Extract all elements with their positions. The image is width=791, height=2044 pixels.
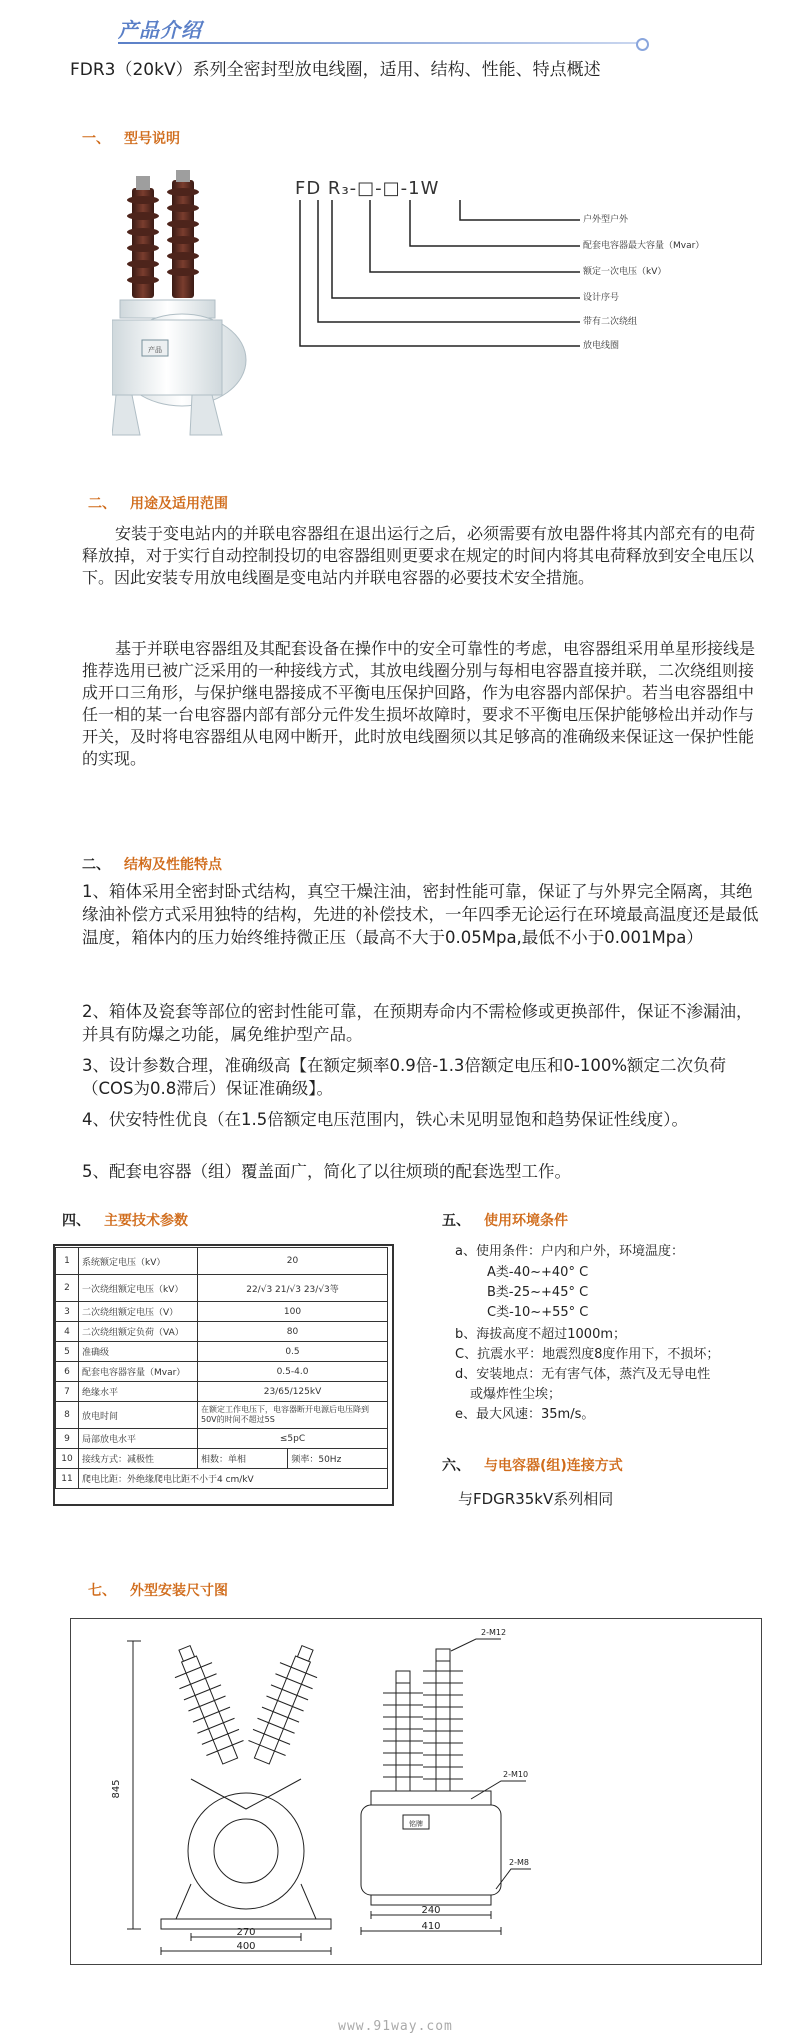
dim-left-width-outer: 400 — [236, 1941, 256, 1952]
table-row — [56, 1382, 388, 1402]
env-item-e: e、最大风速：35m/s。 — [455, 1407, 595, 1422]
param-value-frequency: 频率：50Hz — [288, 1449, 388, 1469]
param-value: 80 — [198, 1322, 388, 1342]
device-plate-label: 产品 — [148, 346, 162, 354]
section-label: 主要技术参数 — [104, 1213, 188, 1229]
connect-text: 与FDGR35kV系列相同 — [458, 1490, 614, 1508]
intro-title: FDR3（20kV）系列全密封型放电线圈，适用、结构、性能、特点概述 — [70, 60, 601, 80]
row-number: 5 — [56, 1342, 79, 1362]
section-label: 使用环境条件 — [484, 1213, 568, 1229]
section-label: 外型安装尺寸图 — [130, 1583, 228, 1599]
brand-divider — [118, 42, 638, 44]
param-value: 22/√3 21/√3 23/√3等 — [198, 1275, 388, 1302]
row-number: 6 — [56, 1362, 79, 1382]
row-number: 8 — [56, 1402, 79, 1429]
model-label-4: 设计序号 — [583, 293, 620, 303]
section-env-title — [442, 1210, 568, 1230]
table-row — [56, 1322, 388, 1342]
usage-paragraph-2: 基于并联电容器组及其配套设备在操作中的安全可靠性的考虑，电容器组采用单星形接线是推荐选用已被广泛采用的一种接线方式，其放电线圈分别与每相电容器直接并联，二次绕组则接成开口三角形，与保护继电器接成不平衡电压保护回路，作为电容器内部保护。若当电容器组中任一相的某一台电容器内部有部分元件发生损坏故障时，要求不平衡电压保护能够检出并动作与开关，及时将电容器组从电网中断开，此时放电线圈须以其足够高的准确级来保证这一保护性能的实现。 — [82, 639, 756, 768]
row-number: 10 — [56, 1449, 79, 1469]
param-value: 23/65/125kV — [198, 1382, 388, 1402]
param-name: 二次绕组额定负荷（VA） — [79, 1322, 198, 1342]
dim-tag-m10: 2-M10 — [503, 1770, 529, 1779]
table-row — [56, 1362, 388, 1382]
param-name: 爬电比距：外绝缘爬电比距不小于4 cm/kV — [79, 1469, 388, 1489]
env-item-d1: d、安装地点：无有害气体，蒸汽及无导电性 — [455, 1367, 711, 1382]
brand-title: 产品介绍 — [118, 18, 202, 42]
param-name: 绝缘水平 — [79, 1382, 198, 1402]
table-row — [56, 1402, 388, 1429]
model-label-3: 额定一次电压（kV） — [583, 267, 667, 277]
dim-tag-m12: 2-M12 — [481, 1628, 507, 1637]
env-item-a1: A类-40~+40° C — [487, 1265, 589, 1280]
dim-left-width-inner: 270 — [236, 1927, 256, 1938]
section-dims-title — [88, 1580, 228, 1600]
section-label: 型号说明 — [124, 131, 180, 147]
dim-right-width-outer: 410 — [421, 1921, 441, 1932]
section-usage-title — [88, 493, 228, 513]
model-label-5: 带有二次绕组 — [583, 317, 638, 327]
section-number: 一、 — [82, 131, 110, 147]
param-name: 放电时间 — [79, 1402, 198, 1429]
usage-paragraph-1: 安装于变电站内的并联电容器组在退出运行之后，必须需要有放电器件将其内部充有的电荷释放掉，对于实行自动控制投切的电容器组则更要求在规定的时间内将其电荷释放到安全电压以下。因此安装专用放电线圈是变电站内并联电容器的必要技术安全措施。 — [82, 524, 756, 587]
table-row — [56, 1302, 388, 1322]
param-value: 0.5-4.0 — [198, 1362, 388, 1382]
tech-parameters-table — [55, 1247, 388, 1489]
param-value: 100 — [198, 1302, 388, 1322]
param-name: 系统额定电压（kV） — [79, 1248, 198, 1275]
row-number: 4 — [56, 1322, 79, 1342]
param-name: 局部放电水平 — [79, 1429, 198, 1449]
param-value: 20 — [198, 1248, 388, 1275]
param-name: 接线方式：减极性 — [79, 1449, 198, 1469]
param-value: 0.5 — [198, 1342, 388, 1362]
structure-point-5: 5、配套电容器（组）覆盖面广，简化了以往烦琐的配套选型工作。 — [82, 1162, 571, 1181]
section-tech-title — [62, 1210, 188, 1230]
section-number: 七、 — [88, 1583, 116, 1599]
env-item-a: a、使用条件：户内和户外，环境温度： — [455, 1244, 684, 1259]
model-label-2: 配套电容器最大容量（Mvar） — [583, 241, 705, 251]
param-value-phase: 相数：单相 — [198, 1449, 288, 1469]
model-code: FD R₃-□-□-1W — [295, 178, 440, 199]
section-label: 结构及性能特点 — [124, 857, 222, 873]
env-item-b: b、海拔高度不超过1000m； — [455, 1327, 626, 1342]
env-item-a3: C类-10~+55° C — [487, 1305, 589, 1320]
env-item-c: C、抗震水平：地震烈度8度作用下，不损坏； — [455, 1347, 720, 1362]
section-connect-title — [442, 1455, 623, 1475]
param-name: 准确级 — [79, 1342, 198, 1362]
footer-watermark: www.91way.com — [338, 2019, 453, 2034]
section-number: 六、 — [442, 1458, 470, 1474]
table-row — [56, 1275, 388, 1302]
structure-point-2: 2、箱体及瓷套等部位的密封性能可靠，在预期寿命内不需检修或更换部件，保证不渗漏油，并具有防爆之功能，属免维护型产品。 — [82, 1002, 753, 1044]
section-label: 用途及适用范围 — [130, 496, 228, 512]
param-name: 一次绕组额定电压（kV） — [79, 1275, 198, 1302]
section-label: 与电容器(组)连接方式 — [484, 1458, 623, 1474]
dim-left-height: 845 — [111, 1779, 122, 1799]
section-number: 四、 — [62, 1213, 90, 1229]
param-value: ≤5pC — [198, 1429, 388, 1449]
param-name: 配套电容器容量（Mvar） — [79, 1362, 198, 1382]
env-item-d2: 或爆炸性尘埃； — [470, 1387, 562, 1402]
table-row — [56, 1469, 388, 1489]
row-number: 7 — [56, 1382, 79, 1402]
table-row — [56, 1342, 388, 1362]
param-value: 在额定工作电压下，电容器断开电源后电压降到50V的时间不超过5S — [198, 1402, 388, 1429]
dimension-drawing-frame — [70, 1618, 762, 1965]
structure-point-3: 3、设计参数合理，准确级高【在额定频率0.9倍-1.3倍额定电压和0-100%额定二次负荷（COS为0.8滞后）保证准确级】。 — [82, 1056, 727, 1098]
discharge-coil-device-image — [112, 170, 262, 450]
table-row — [56, 1248, 388, 1275]
model-code-leader-lines — [290, 198, 590, 348]
section-model-title — [82, 128, 180, 148]
dim-nameplate-label: 铭牌 — [409, 1820, 423, 1828]
dim-right-width-inner: 240 — [421, 1905, 441, 1916]
row-number: 1 — [56, 1248, 79, 1275]
structure-point-4: 4、伏安特性优良（在1.5倍额定电压范围内，铁心未见明显饱和趋势保证性线度）。 — [82, 1110, 688, 1129]
brand-divider-dot — [636, 38, 649, 51]
table-row — [56, 1429, 388, 1449]
section-number: 二、 — [82, 857, 110, 873]
env-item-a2: B类-25~+45° C — [487, 1285, 589, 1300]
row-number: 2 — [56, 1275, 79, 1302]
model-label-1: 户外型户外 — [583, 215, 629, 225]
section-structure-title — [82, 854, 222, 874]
table-row — [56, 1449, 388, 1469]
dim-tag-m8: 2-M8 — [509, 1858, 529, 1867]
row-number: 3 — [56, 1302, 79, 1322]
model-label-6: 放电线圈 — [583, 341, 620, 351]
param-name: 二次绕组额定电压（V） — [79, 1302, 198, 1322]
dimension-drawing — [71, 1619, 761, 1964]
structure-point-1: 1、箱体采用全密封卧式结构，真空干燥注油，密封性能可靠，保证了与外界完全隔离，其绝缘油补偿方式采用独特的结构，先进的补偿技术，一年四季无论运行在环境最高温度还是最低温度，箱体内的压力始终维持微正压（最高不大于0.05Mpa,最低不小于0.001Mpa） — [82, 882, 759, 947]
row-number: 11 — [56, 1469, 79, 1489]
row-number: 9 — [56, 1429, 79, 1449]
section-number: 五、 — [442, 1213, 470, 1229]
section-number: 二、 — [88, 496, 116, 512]
